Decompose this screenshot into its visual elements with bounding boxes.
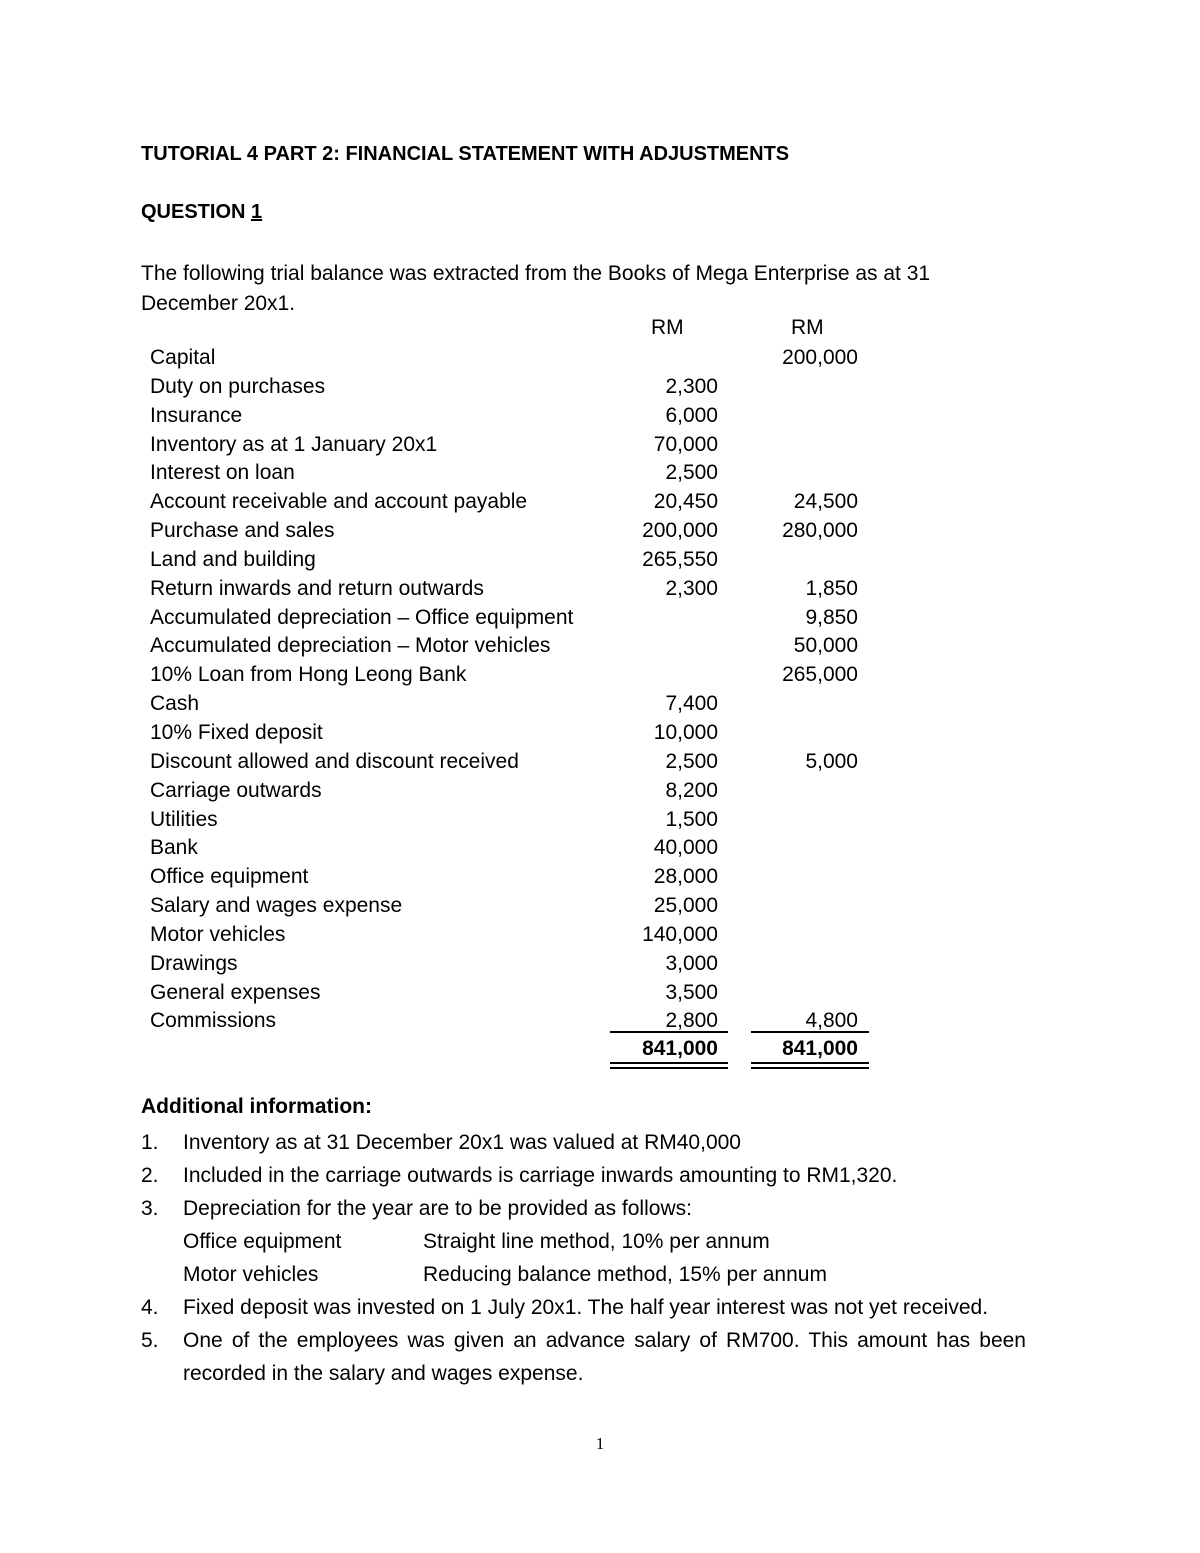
table-row xyxy=(150,979,870,1008)
account-name: 10% Loan from Hong Leong Bank xyxy=(150,663,467,687)
list-text: Depreciation for the year are to be provided as follows: xyxy=(183,1197,692,1220)
account-name: Cash xyxy=(150,692,200,716)
table-row xyxy=(150,806,870,835)
account-name: Return inwards and return outwards xyxy=(150,576,484,600)
page-number: 1 xyxy=(595,1434,605,1453)
account-name: Duty on purchases xyxy=(150,374,326,398)
credit-column-header: RM xyxy=(791,316,824,339)
debit-amount: 2,800 xyxy=(665,1009,718,1033)
account-name: Commissions xyxy=(150,1009,277,1033)
debit-total: 841,000 xyxy=(642,1037,718,1060)
list-number: 4. xyxy=(141,1296,159,1319)
table-row xyxy=(150,604,870,633)
debit-amount: 2,300 xyxy=(665,576,718,600)
account-name: 10% Fixed deposit xyxy=(150,720,323,744)
table-row xyxy=(150,632,870,661)
debit-amount: 6,000 xyxy=(665,403,718,427)
table-row xyxy=(150,373,870,402)
depreciation-row xyxy=(141,1225,1041,1258)
account-name: Purchase and sales xyxy=(150,519,335,543)
question-label: QUESTION xyxy=(141,201,252,223)
account-name: Motor vehicles xyxy=(150,922,286,946)
table-row xyxy=(150,575,870,604)
additional-info-list xyxy=(141,1126,1041,1390)
account-name: Insurance xyxy=(150,403,243,427)
debit-amount: 8,200 xyxy=(665,778,718,802)
list-item xyxy=(141,1324,1041,1390)
table-row xyxy=(150,950,870,979)
credit-amount: 9,850 xyxy=(805,605,858,629)
account-name: Carriage outwards xyxy=(150,778,322,802)
table-row xyxy=(150,690,870,719)
depreciation-method: Straight line method, 10% per annum xyxy=(423,1230,770,1253)
table-row xyxy=(150,921,870,950)
account-name: Drawings xyxy=(150,951,238,975)
table-row xyxy=(150,863,870,892)
debit-amount: 2,500 xyxy=(665,461,718,485)
list-number: 3. xyxy=(141,1197,159,1220)
table-row xyxy=(150,661,870,690)
account-name: Bank xyxy=(150,836,198,860)
debit-amount: 200,000 xyxy=(642,519,718,543)
table-row xyxy=(150,546,870,575)
table-row xyxy=(150,748,870,777)
debit-amount: 3,000 xyxy=(665,951,718,975)
page-title: TUTORIAL 4 PART 2: FINANCIAL STATEMENT WITH ADJUSTMENTS xyxy=(141,143,790,165)
table-row xyxy=(150,777,870,806)
account-name: Utilities xyxy=(150,807,218,831)
table-row xyxy=(150,344,870,373)
account-name: Interest on loan xyxy=(150,461,295,485)
account-name: Capital xyxy=(150,346,216,369)
credit-amount: 5,000 xyxy=(805,749,858,773)
account-name: General expenses xyxy=(150,980,321,1004)
account-name: Land and building xyxy=(150,547,316,571)
list-item xyxy=(141,1159,1041,1192)
debit-total-double-rule xyxy=(610,1062,728,1069)
list-item xyxy=(141,1126,1041,1159)
account-name: Salary and wages expense xyxy=(150,894,403,918)
debit-amount: 7,400 xyxy=(665,692,718,716)
account-name: Accumulated depreciation – Office equipment xyxy=(150,605,574,629)
account-name: Discount allowed and discount received xyxy=(150,749,519,773)
list-item xyxy=(141,1192,1041,1225)
debit-column-header: RM xyxy=(651,316,684,339)
depreciation-asset: Office equipment xyxy=(183,1230,342,1253)
account-name: Account receivable and account payable xyxy=(150,490,528,514)
list-item xyxy=(141,1291,1041,1324)
debit-amount: 70,000 xyxy=(653,432,718,456)
depreciation-asset: Motor vehicles xyxy=(183,1263,319,1286)
table-row xyxy=(150,459,870,488)
list-number: 5. xyxy=(141,1329,159,1352)
credit-amount: 50,000 xyxy=(793,634,858,658)
debit-amount: 2,500 xyxy=(665,749,718,773)
credit-total: 841,000 xyxy=(782,1037,858,1060)
table-row xyxy=(150,517,870,546)
account-name: Accumulated depreciation – Motor vehicles xyxy=(150,634,551,658)
question-heading xyxy=(141,201,262,224)
table-row xyxy=(150,892,870,921)
credit-amount: 280,000 xyxy=(782,519,858,543)
table-row xyxy=(150,719,870,748)
depreciation-method: Reducing balance method, 15% per annum xyxy=(423,1263,827,1286)
debit-amount: 25,000 xyxy=(653,894,718,918)
debit-amount: 265,550 xyxy=(642,547,718,571)
trial-balance-table xyxy=(150,344,870,1036)
debit-amount: 1,500 xyxy=(665,807,718,831)
credit-total-double-rule xyxy=(751,1062,869,1069)
debit-amount: 20,450 xyxy=(653,490,718,514)
debit-amount: 28,000 xyxy=(653,865,718,889)
question-number: 1 xyxy=(251,201,263,223)
debit-amount: 40,000 xyxy=(653,836,718,860)
debit-subtotal-rule xyxy=(610,1031,728,1033)
credit-amount: 265,000 xyxy=(782,663,858,687)
account-name: Office equipment xyxy=(150,865,309,889)
list-text: Included in the carriage outwards is carriage inwards amounting to RM1,320. xyxy=(183,1164,898,1187)
credit-amount: 4,800 xyxy=(805,1009,858,1033)
table-row xyxy=(150,402,870,431)
list-text: Inventory as at 31 December 20x1 was valued at RM40,000 xyxy=(183,1131,741,1154)
additional-info-heading: Additional information: xyxy=(141,1095,372,1118)
debit-amount: 140,000 xyxy=(642,922,718,946)
list-text: One of the employees was given an advance salary of RM700. This amount has been recorded in the salary and wages expense. xyxy=(183,1329,1026,1385)
list-number: 2. xyxy=(141,1164,159,1187)
table-row xyxy=(150,488,870,517)
list-number: 1. xyxy=(141,1131,159,1154)
list-text: Fixed deposit was invested on 1 July 20x1. The half year interest was not yet received. xyxy=(183,1296,989,1319)
debit-amount: 10,000 xyxy=(653,720,718,744)
credit-subtotal-rule xyxy=(751,1031,869,1033)
depreciation-row xyxy=(141,1258,1041,1291)
intro-paragraph: The following trial balance was extracted from the Books of Mega Enterprise as at 31 December 20x1. xyxy=(141,262,931,315)
credit-amount: 24,500 xyxy=(793,490,858,514)
debit-amount: 3,500 xyxy=(665,980,718,1004)
credit-amount: 1,850 xyxy=(805,576,858,600)
debit-amount: 2,300 xyxy=(665,374,718,398)
table-row xyxy=(150,834,870,863)
credit-amount: 200,000 xyxy=(782,346,858,369)
account-name: Inventory as at 1 January 20x1 xyxy=(150,432,438,456)
table-row xyxy=(150,431,870,460)
